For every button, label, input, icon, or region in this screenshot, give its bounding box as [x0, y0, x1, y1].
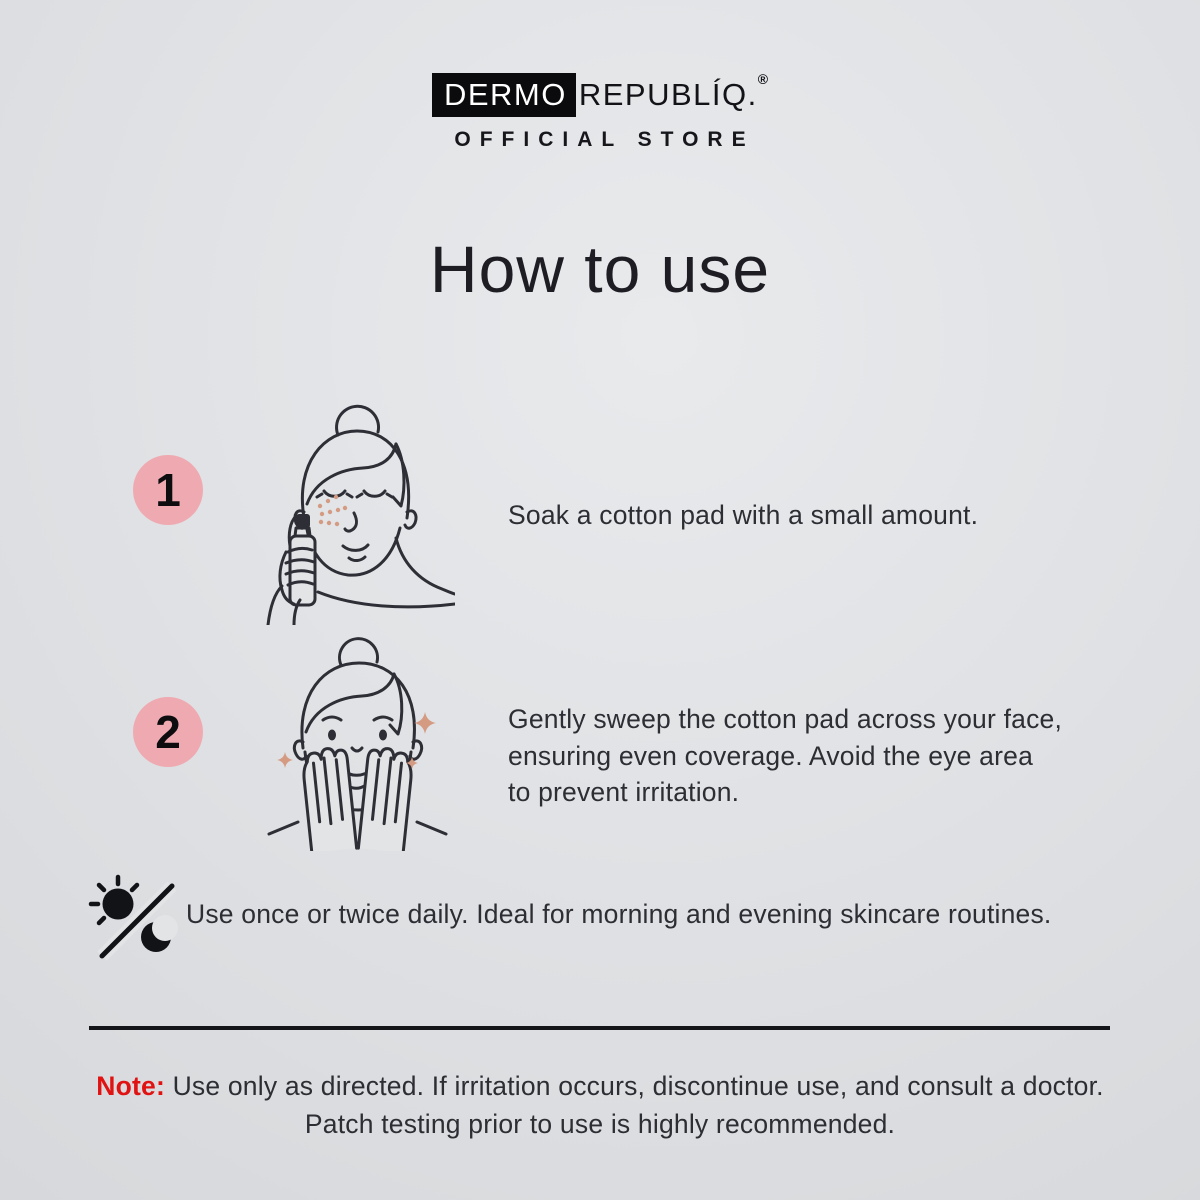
- official-store-label: OFFICIAL STORE: [454, 128, 755, 151]
- frequency-text: Use once or twice daily. Ideal for morning and evening skincare routines.: [186, 899, 1052, 929]
- page-title: How to use: [429, 232, 771, 306]
- note-label: Note:: [96, 1071, 165, 1101]
- step-2-number-badge: 2: [133, 697, 203, 767]
- note-line-2: Patch testing prior to use is highly recommended.: [304, 1109, 896, 1139]
- brand-logo: [0, 73, 1200, 117]
- step-1-text: Soak a cotton pad with a small amount.: [508, 500, 979, 530]
- step-1-number-badge: 1: [133, 455, 203, 525]
- hands-on-face-illustration: [262, 636, 452, 856]
- registered-trademark-icon: ®: [757, 71, 769, 87]
- brand-name-rest: REPUBLÍQ.: [578, 77, 758, 112]
- step-2-text: Gently sweep the cotton pad across your face, ensuring even coverage. Avoid the eye area to prevent irritation.: [508, 704, 1063, 807]
- day-night-icon: [88, 872, 178, 967]
- spray-mist-dots: [318, 495, 347, 526]
- face-spray-bottle-illustration: [250, 402, 455, 630]
- note-line-1: Use only as directed. If irritation occurs, discontinue use, and consult a doctor.: [172, 1071, 1104, 1101]
- brand-name-boxed: DERMO: [432, 73, 576, 117]
- note-text: [0, 1067, 1200, 1143]
- divider-line: [89, 1026, 1110, 1030]
